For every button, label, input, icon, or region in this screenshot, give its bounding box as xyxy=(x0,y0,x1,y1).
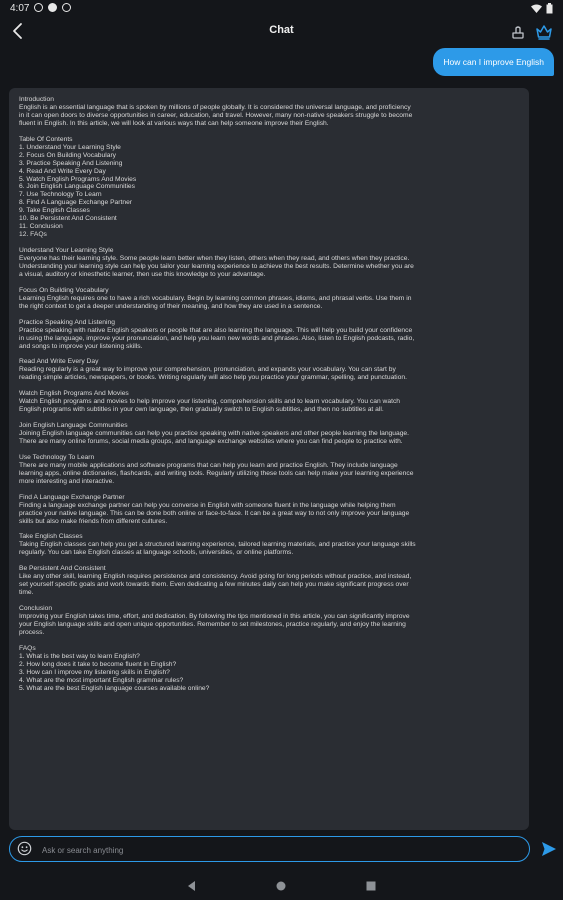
system-icons xyxy=(531,3,553,14)
emoji-icon[interactable] xyxy=(17,841,32,856)
battery-icon xyxy=(546,3,553,14)
app-notification-icon xyxy=(48,3,57,12)
clock-icon xyxy=(62,3,71,12)
status-bar xyxy=(0,0,563,18)
assistant-response-card xyxy=(9,88,529,830)
notification-icons xyxy=(34,3,71,12)
sync-icon xyxy=(34,3,43,12)
app-bar xyxy=(0,18,563,44)
user-message-bubble: How can I improve English xyxy=(433,48,554,76)
nav-recents-icon[interactable] xyxy=(363,878,379,894)
system-navigation-bar xyxy=(0,872,563,900)
page-title: Chat xyxy=(269,24,294,36)
send-icon[interactable] xyxy=(540,840,558,858)
nav-home-icon[interactable] xyxy=(273,878,289,894)
assistant-response-text: Introduction English is an essential language that is spoken by millions of people globally. It is considered the universal language, and proficiency in it can open doors to diverse opportunities in career, education, and travel. However, many non-native speakers struggle to become fluent in English. In this article, we will look at various ways that can help someone improve their English. Table Of Contents 1. Understand Your Learning Style 2. Focus On Building Vocabulary 3. Practice Speaking And Listening 4. Read And Write Every Day 5. Watch English Programs And Movies 6. Join English Language Communities 7. Use Technology To Learn 8. Find A Language Exchange Partner 9. Take English Classes 10. Be Persistent And Consistent 11. Conclusion 12. FAQs Understand Your Learning Style Everyone has their learning style. Some people learn better when they listen, others when they read, and others when they practice. Understanding your learning style can help you tailor your learning experience to achieve the best results. Determine whether you are a visual, auditory or kinesthetic learner, then use this knowledge to your advantage. Focus On Building Vocabulary Learning English requires one to have a rich vocabulary. Begin by learning common phrases, idioms, and phrasal verbs. Use them in the right context to get a deeper understanding of their meaning, and how they are used in a sentence. Practice Speaking And Listening Practice speaking with native English speakers or people that are also learning the language. This will help you build your confidence in using the language, improve your pronunciation, and help you learn new words and phrases. Also, listen to English podcasts, radio, and songs to improve your listening skills. Read And Write Every Day Reading regularly is a great way to improve your comprehension, pronunciation, and expands your vocabulary. You can start by reading simple articles, newspapers, or books. Writing regularly will also help you practice your grammar, spelling, and punctuation. Watch English Programs And Movies Watch English programs and movies to help improve your listening, comprehension skills and to learn vocabulary. You can watch English programs with subtitles in your own language, then gradually switch to English subtitles, and then no subtitles at all. Join English Language Communities Joining English language communities can help you practice speaking with native speakers and other people learning the language. There are many online forums, social media groups, and language exchange websites where you can find people to practice with. Use Technology To Learn There are many mobile applications and software programs that can help you learn and practice English. They include language learning apps, online dictionaries, flashcards, and writing tools. Regularly utilizing these tools can help make your learning experience more interesting and interactive. Find A Language Exchange Partner Finding a language exchange partner can help you converse in English with someone fluent in the language while helping them practice your native language. This can be done both online or face-to-face. It can be a great way to not only improve your language skills but also make friends from different cultures. Take English Classes Taking English classes can help you get a structured learning experience, tailored learning materials, and practice your language skills regularly. You can take English classes at language schools, universities, or online platforms. Be Persistent And Consistent Like any other skill, learning English requires persistence and consistency. Avoid going for long periods without practice, and instead, set yourself specific goals and work towards them. Even dedicating a few minutes daily can help you make significant progress over time. Conclusion Improving your English takes time, effort, and dedication. By following the tips mentioned in this article, you can significantly improve your English language skills and open unique opportunities. Remember to set milestones, practice regularly, and enjoy the learning process. FAQs 1. What is the best way to learn English? 2. How long does it take to become fluent in English? 3. How can I improve my listening skills in English? 4. What are the most important English grammar rules? 5. What are the best English language courses available online? xyxy=(19,96,416,692)
premium-crown-icon[interactable] xyxy=(534,22,554,42)
status-time: 4:07 xyxy=(10,3,30,14)
chat-input-bar xyxy=(9,836,530,862)
nav-back-icon[interactable] xyxy=(184,878,200,894)
chat-input[interactable] xyxy=(40,840,514,860)
wifi-icon xyxy=(531,4,542,13)
clear-chat-icon[interactable] xyxy=(508,22,528,42)
